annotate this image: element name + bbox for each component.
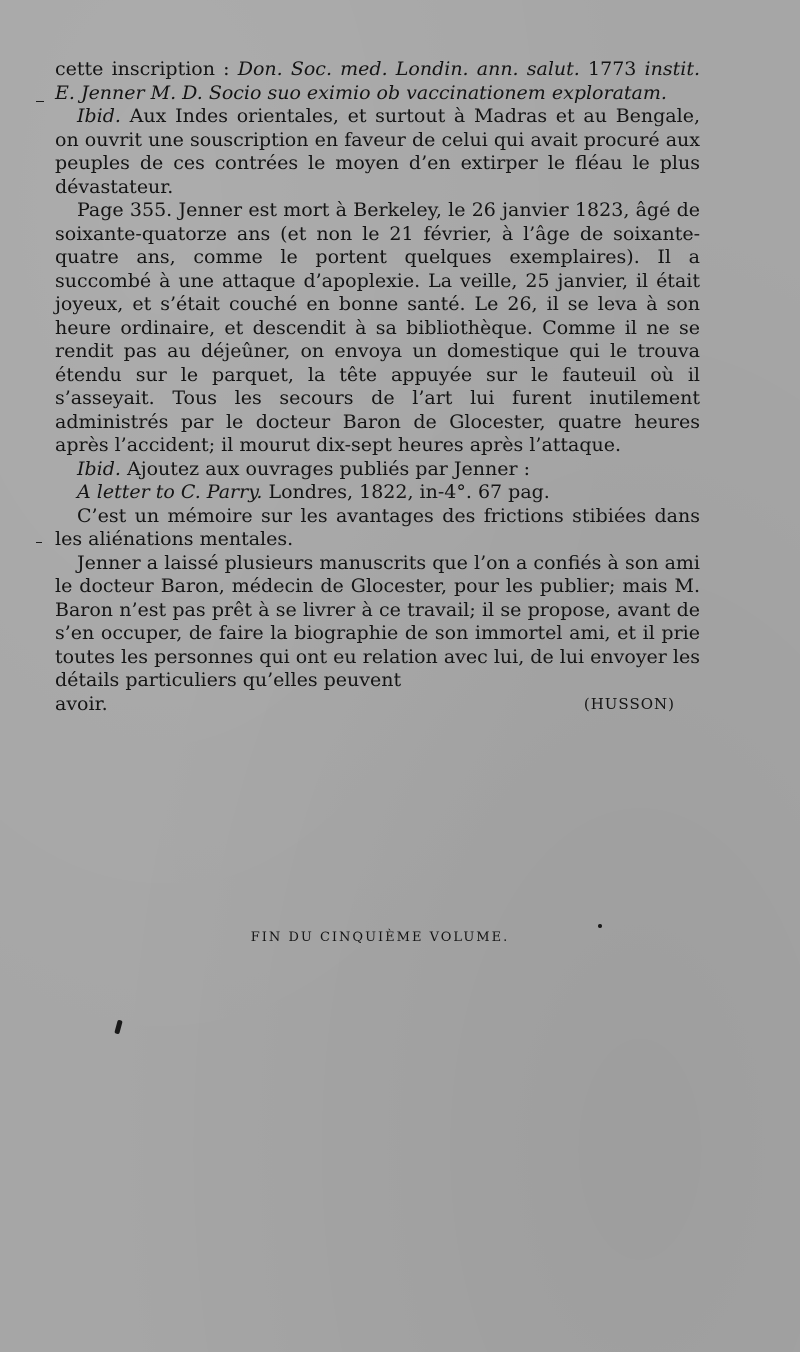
paragraph-letter <box>55 481 700 505</box>
paragraph-death <box>55 199 700 458</box>
paragraph-manuscripts <box>55 552 700 693</box>
volume-end-marker: FIN DU CINQUIÈME VOLUME. <box>250 930 510 945</box>
paragraph-indes <box>55 105 700 199</box>
body-text <box>55 58 700 716</box>
paragraph-memoire <box>55 505 700 552</box>
inscription-latin-continued: instit. E. Jenner M. D. Socio suo eximio ob vaccinationem exploratam. <box>55 58 700 104</box>
paragraph-indes-text: Aux Indes orientales, et surtout à Madras et au Bengale, on ouvrit une souscription en faveur de celui qui avait procuré aux peuples de ces contrées le moyen d’en extirper le fléau le plus dévastateur. <box>55 105 700 198</box>
last-word: avoir. <box>55 692 108 715</box>
author-signature: (HUSSON) <box>583 694 675 713</box>
paragraph-works <box>55 458 700 482</box>
inscription-year: 1773 <box>579 58 637 80</box>
signature-line <box>55 693 700 717</box>
ibid-label: Ibid. <box>77 105 121 127</box>
paragraph-memoire-text: C’est un mémoire sur les avantages des frictions stibiées dans les aliénations mentales. <box>55 504 700 550</box>
paragraph-works-text: Ajoutez aux ouvrages publiés par Jenner : <box>120 457 531 480</box>
ink-speck-mark <box>598 924 602 928</box>
ink-speck-mark <box>36 101 44 102</box>
ink-speck-mark <box>114 1020 122 1035</box>
inscription-latin: Don. Soc. med. Londin. ann. salut. <box>237 58 580 80</box>
paragraph-death-text: Page 355. Jenner est mort à Berkeley, le 26 janvier 1823, âgé de soixante-quatorze ans (et non le 21 février, à l’âge de soixante-quatre ans, comme le portent quelques exemplaires). Il a succombé à une attaque d’apoplexie. La veille, 25 janvier, il était joyeux, et s’était couché en bonne santé. Le 26, il se leva à son heure ordinaire, et descendit à sa bibliothèque. Comme il ne se rendit pas au déjeûner, on envoya un domestique qui le trouva étendu sur le parquet, la tête appuyée sur le fauteuil où il s’asseyait. Tous les secours de l’art lui furent inutilement administrés par le docteur Baron de Glocester, quatre heures après l’accident; il mourut dix-sept heures après l’attaque. <box>55 199 700 456</box>
ibid-label: Ibid. <box>77 457 121 480</box>
paragraph-manuscripts-text: Jenner a laissé plusieurs manuscrits que l’on a confiés à son ami le docteur Baron, médecin de Glocester, pour les publier; mais M. Baron n’est pas prêt à se livrer à ce travail; il se propose, avant de s’en occuper, de faire la biographie de son immortel ami, et il prie toutes les personnes qui ont eu relation avec lui, de lui envoyer les détails particuliers qu’elles peuvent <box>55 551 700 691</box>
paragraph-inscription <box>55 58 700 105</box>
letter-title: A letter to C. Parry. <box>77 481 263 503</box>
inscription-intro: cette inscription : <box>55 58 238 80</box>
ink-speck-mark <box>36 542 42 543</box>
letter-details: Londres, 1822, in-4°. 67 pag. <box>262 481 550 503</box>
